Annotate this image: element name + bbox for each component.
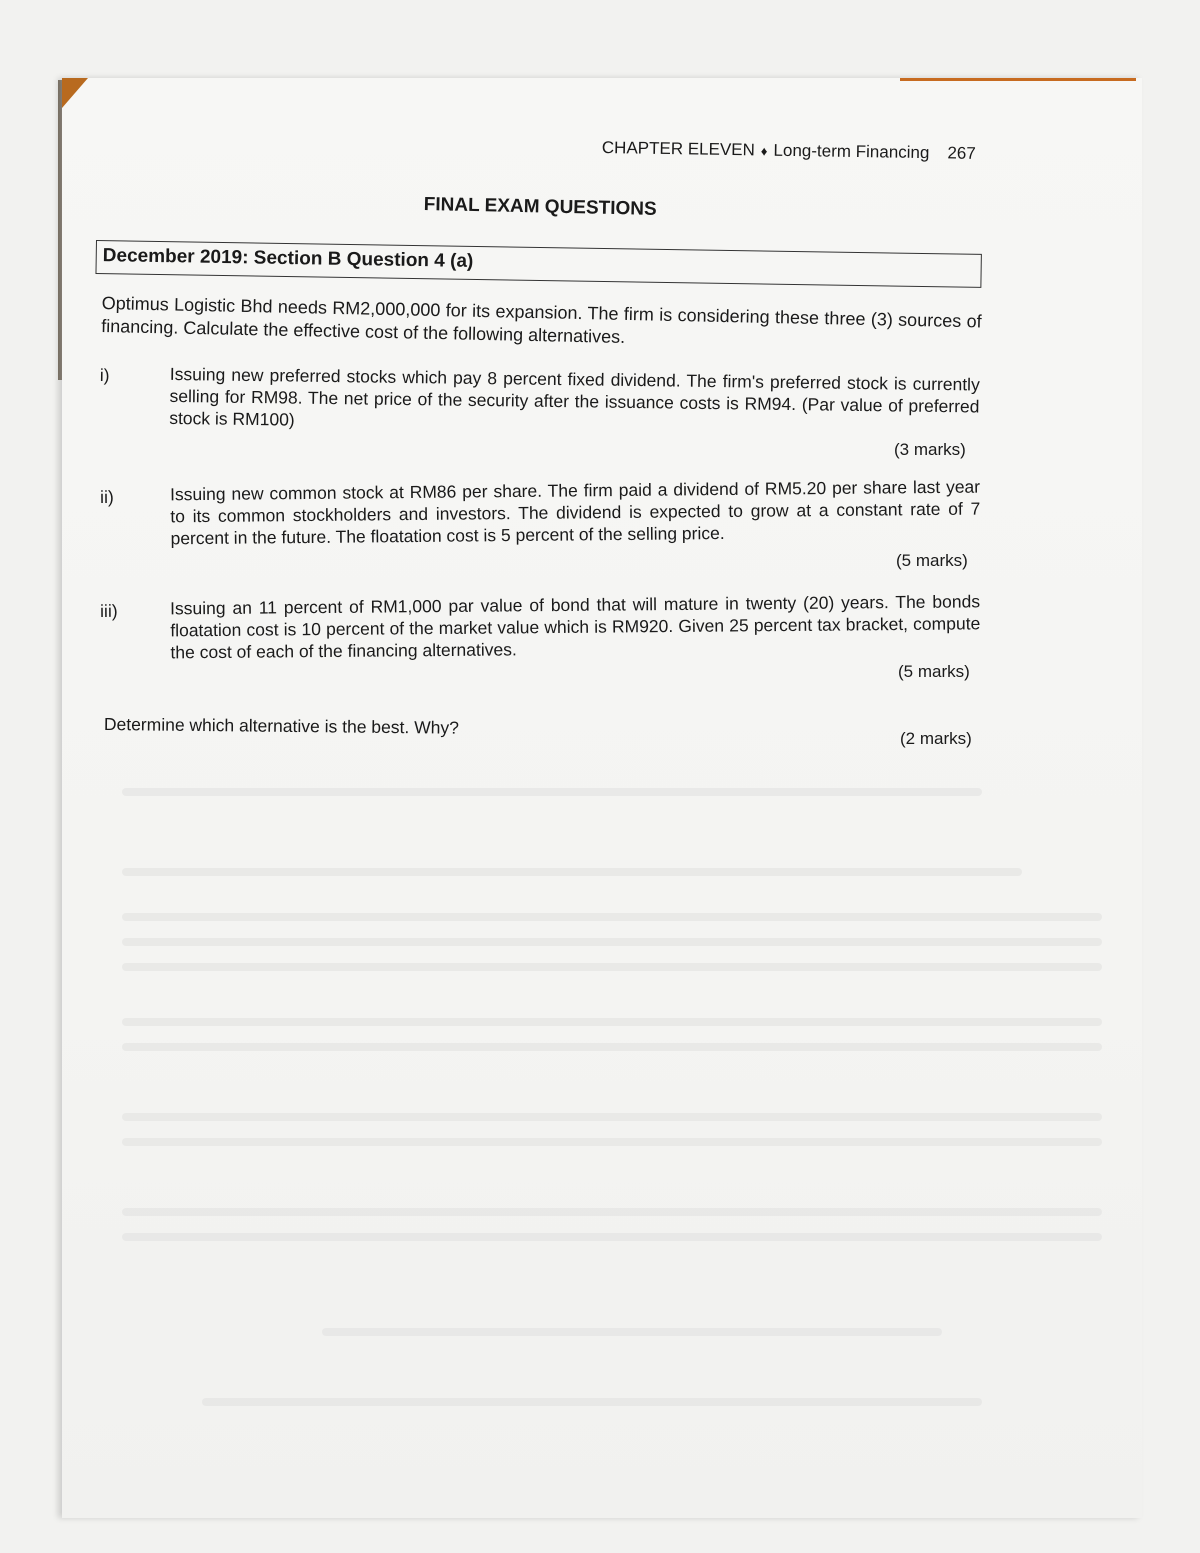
- bleed-through-line: [122, 1018, 1102, 1026]
- closing-question: Determine which alternative is the best. Why?: [103, 714, 460, 738]
- question-marks: (5 marks): [898, 662, 970, 681]
- closing-marks: (2 marks): [900, 729, 972, 748]
- question-number: i): [99, 364, 110, 386]
- page-top-edge: [900, 78, 1136, 81]
- question-marks: (3 marks): [894, 440, 966, 459]
- diamond-icon: ♦: [760, 143, 768, 159]
- question-number: ii): [100, 486, 114, 507]
- chapter-topic: Long-term Financing: [773, 140, 930, 163]
- bleed-through-line: [322, 1328, 942, 1336]
- question-number: iii): [100, 600, 118, 621]
- bleed-through-line: [122, 868, 1022, 876]
- question-item: [100, 476, 981, 550]
- section-heading: December 2019: Section B Question 4 (a): [102, 245, 474, 272]
- bleed-through-line: [122, 1233, 1102, 1241]
- page-number: 267: [947, 143, 976, 163]
- bleed-through-line: [122, 1208, 1102, 1216]
- question-text: Issuing new common stock at RM86 per share. The firm paid a dividend of RM5.20 per share last year to its common stockholders and investors. The dividend is expected to grow at a constant rate of 7 percent in the future. The floatation cost is 5 percent of the selling price.: [170, 476, 981, 549]
- bleed-through-line: [122, 963, 1102, 971]
- bleed-through-line: [202, 1398, 982, 1406]
- bleed-through-line: [122, 788, 982, 796]
- question-item: [100, 590, 981, 664]
- bleed-through-line: [122, 913, 1102, 921]
- bleed-through-line: [122, 1043, 1102, 1051]
- question-item: [99, 362, 980, 440]
- question-marks: (5 marks): [896, 551, 968, 570]
- question-text: Issuing new preferred stocks which pay 8 percent fixed dividend. The firm's preferred stock is currently selling for RM98. The net price of the security after the issuance costs is RM94. (Par value of preferred stock is RM100): [169, 363, 980, 430]
- bleed-through-line: [122, 1138, 1102, 1146]
- bleed-through-line: [122, 938, 1102, 946]
- question-intro: Optimus Logistic Bhd needs RM2,000,000 for its expansion. The firm is considering these three (3) sources of financing. Calculate the effective cost of the following alternatives.: [101, 292, 982, 347]
- page-title: FINAL EXAM QUESTIONS: [423, 194, 657, 220]
- bleed-through-line: [122, 1113, 1102, 1121]
- chapter-label: CHAPTER ELEVEN: [601, 138, 756, 160]
- question-text: Issuing an 11 percent of RM1,000 par value of bond that will mature in twenty (20) years. The bonds floatation cost is 10 percent of the market value which is RM920. Given 25 percent tax bracket, compute the cost of each of the financing alternatives.: [170, 591, 981, 663]
